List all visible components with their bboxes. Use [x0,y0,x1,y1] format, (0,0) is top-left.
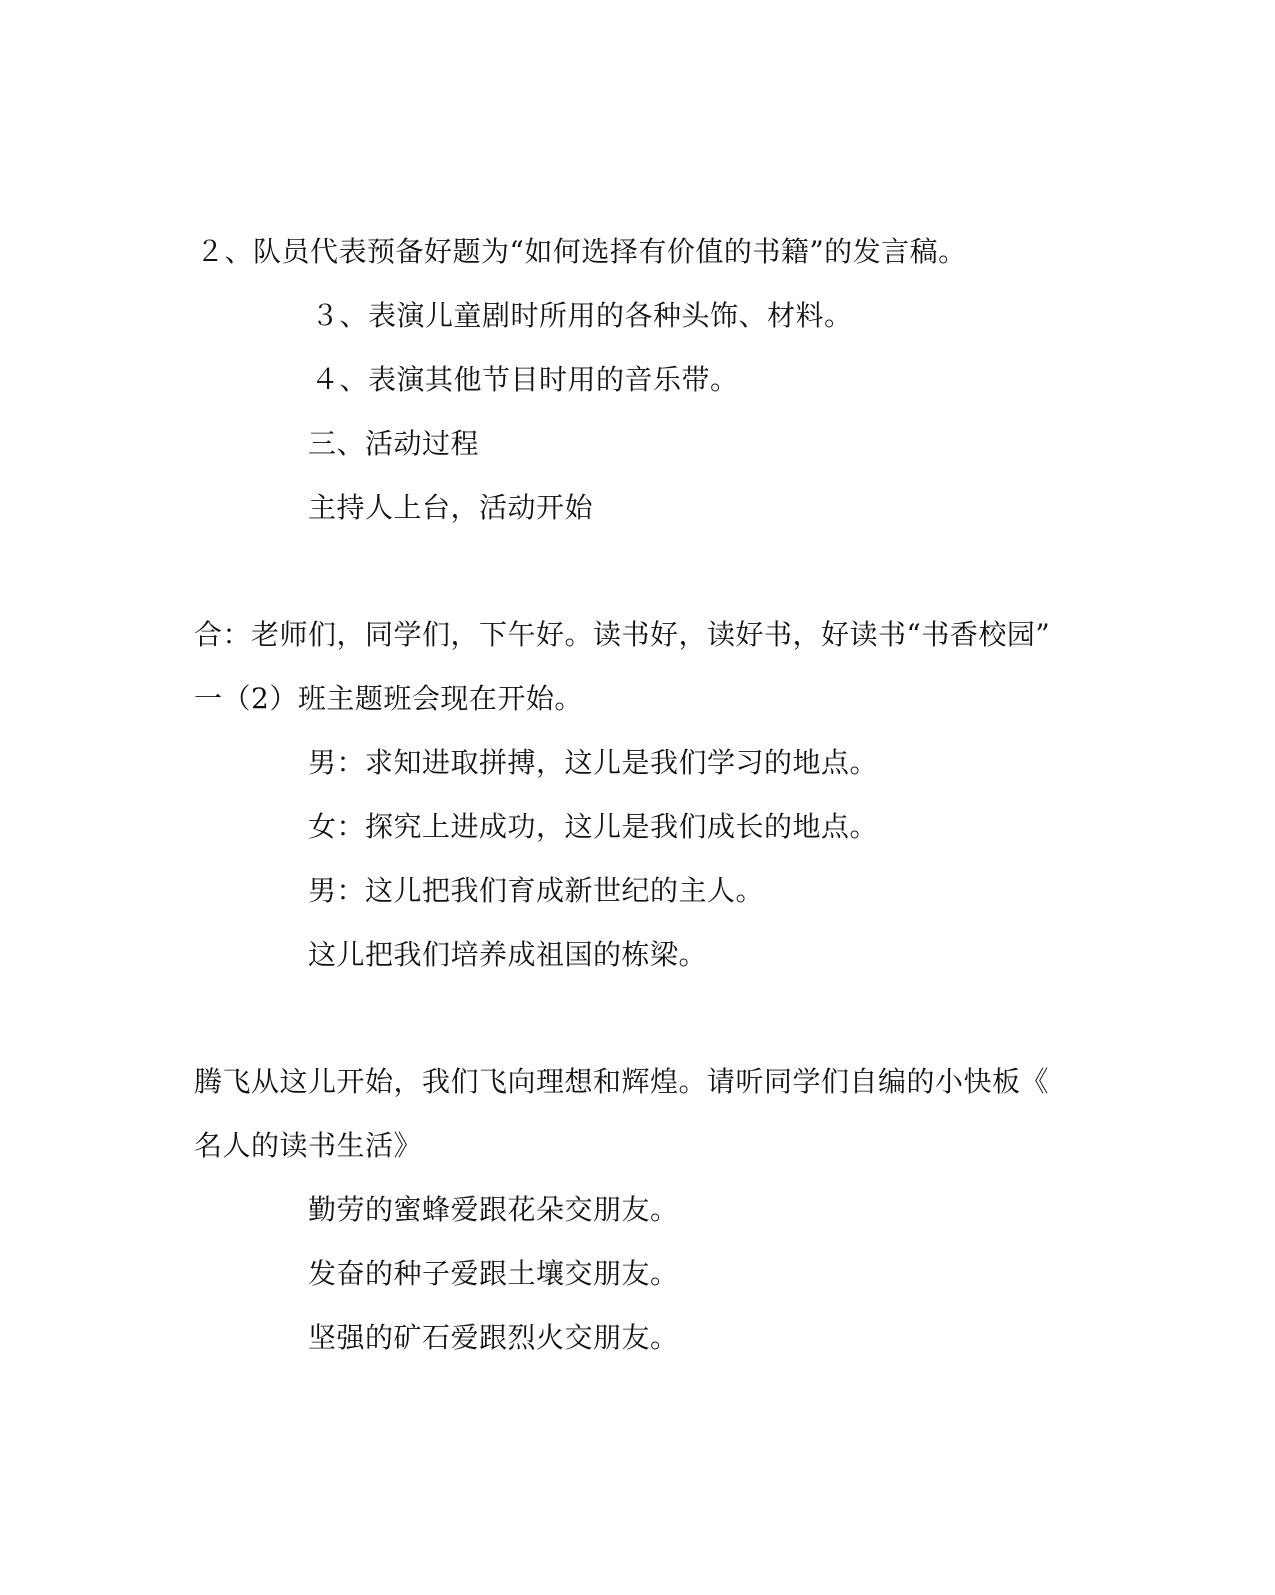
text-line-11: 这儿把我们培养成祖国的栋梁。 [308,938,708,971]
text-line-7: 一（2）班主题班会现在开始。 [194,682,583,715]
text-line-1: ２、队员代表预备好题为“如何选择有价值的书籍”的发言稿。 [196,235,967,268]
text-line-9: 女：探究上进成功，这儿是我们成长的地点。 [308,810,879,843]
text-line-10: 男：这儿把我们育成新世纪的主人。 [308,874,765,907]
text-line-12: 腾飞从这儿开始，我们飞向理想和辉煌。请听同学们自编的小快板《 [194,1065,1050,1098]
text-line-3: ４、表演其他节目时用的音乐带。 [311,363,739,396]
text-line-16: 坚强的矿石爱跟烈火交朋友。 [308,1321,679,1354]
text-line-8: 男：求知进取拼搏，这儿是我们学习的地点。 [308,746,879,779]
text-line-2: ３、表演儿童剧时所用的各种头饰、材料。 [311,299,853,332]
text-line-15: 发奋的种子爱跟土壤交朋友。 [308,1257,679,1290]
text-line-13: 名人的读书生活》 [194,1129,423,1162]
section-heading: 三、活动过程 [308,427,480,460]
text-line-5: 主持人上台，活动开始 [308,491,594,524]
text-line-6: 合：老师们，同学们，下午好。读书好，读好书，好读书“书香校园” [194,618,1051,651]
text-line-14: 勤劳的蜜蜂爱跟花朵交朋友。 [308,1193,679,1226]
